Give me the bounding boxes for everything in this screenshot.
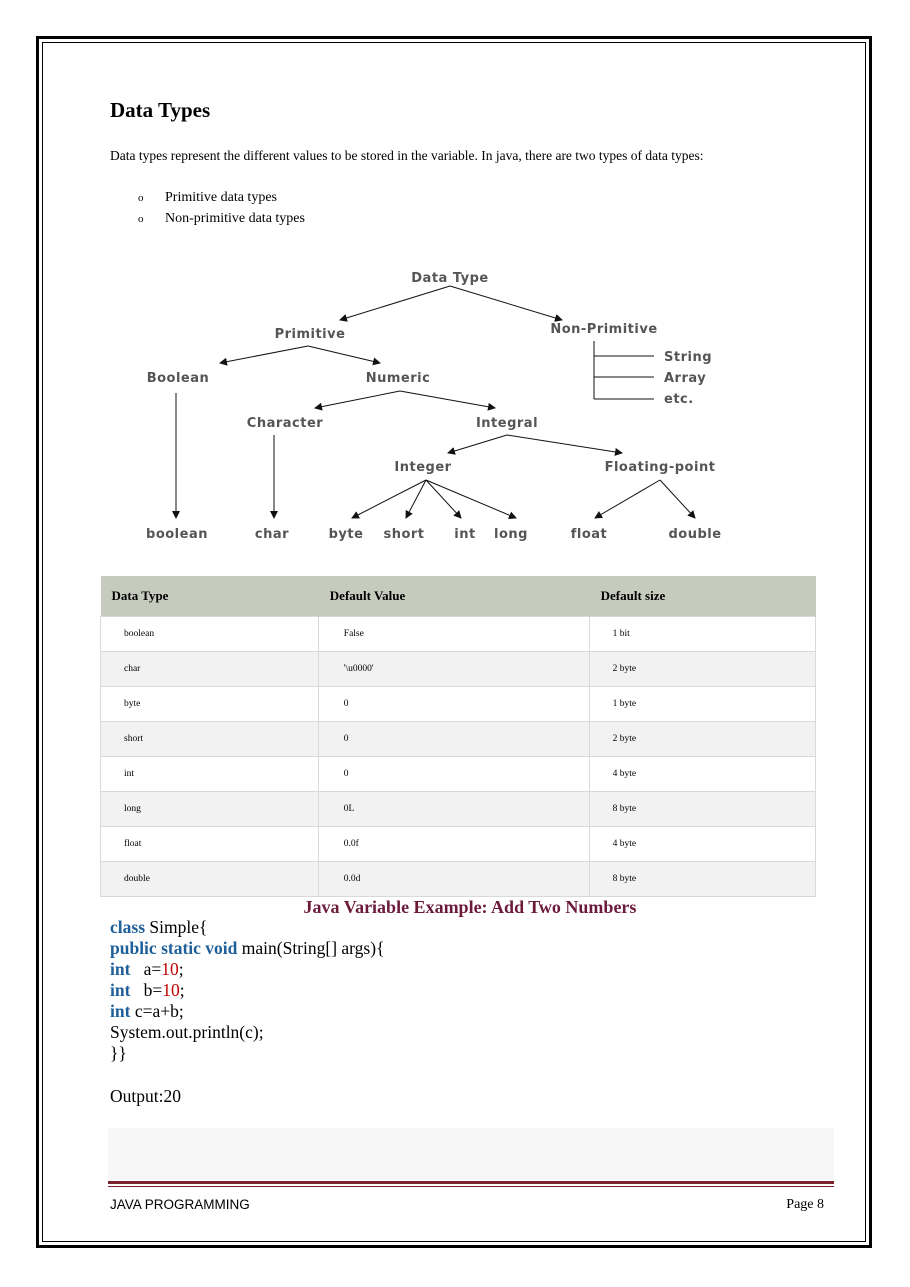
table-row bbox=[101, 862, 816, 897]
code-text: Simple{ bbox=[145, 917, 208, 937]
code-line bbox=[110, 917, 384, 938]
table-cell: 2 byte bbox=[589, 722, 815, 757]
code-keyword: int bbox=[110, 959, 131, 979]
table-cell: short bbox=[101, 722, 319, 757]
data-type-hierarchy-diagram bbox=[130, 258, 770, 548]
page-number: Page 8 bbox=[786, 1197, 824, 1212]
code-line bbox=[110, 1001, 384, 1022]
code-text: c=a+b; bbox=[130, 1001, 184, 1021]
table-cell: 1 bit bbox=[589, 617, 815, 652]
diagram-node-array: Array bbox=[664, 371, 707, 386]
table-cell: float bbox=[101, 827, 319, 862]
code-text: b= bbox=[130, 980, 163, 1000]
diagram-leaf-boolean: boolean bbox=[146, 527, 208, 542]
diagram-node-boolean-group: Boolean bbox=[146, 371, 210, 386]
default-values-table bbox=[100, 576, 816, 897]
diagram-leaf-byte: byte bbox=[328, 527, 364, 542]
diagram-node-root: Data Type bbox=[411, 271, 489, 286]
footer-rule bbox=[108, 1186, 834, 1187]
diagram-node-string: String bbox=[664, 350, 713, 365]
code-text: a= bbox=[130, 959, 162, 979]
table-cell: 0L bbox=[318, 792, 589, 827]
table-cell: boolean bbox=[101, 617, 319, 652]
column-header: Default size bbox=[589, 576, 815, 617]
code-keyword: int bbox=[110, 980, 131, 1000]
diagram-leaf-char: char bbox=[254, 527, 290, 542]
list-item-text: Non-primitive data types bbox=[165, 210, 305, 226]
code-example bbox=[110, 917, 384, 1064]
diagram-node-character: Character bbox=[246, 416, 324, 431]
diagram-node-integral: Integral bbox=[475, 416, 539, 431]
table-cell: 8 byte bbox=[589, 862, 815, 897]
code-keyword: class bbox=[110, 917, 145, 937]
footer-band bbox=[108, 1128, 834, 1180]
table-cell: 4 byte bbox=[589, 757, 815, 792]
table-cell: 0.0d bbox=[318, 862, 589, 897]
table-row bbox=[101, 687, 816, 722]
table-cell: 0 bbox=[318, 687, 589, 722]
diagram-leaf-double: double bbox=[668, 527, 722, 542]
code-line bbox=[110, 938, 384, 959]
table-cell: False bbox=[318, 617, 589, 652]
code-line bbox=[110, 959, 384, 980]
table-cell: byte bbox=[101, 687, 319, 722]
bullet-marker: o bbox=[138, 212, 144, 225]
table-cell: 8 byte bbox=[589, 792, 815, 827]
table-cell: char bbox=[101, 652, 319, 687]
footer-title: JAVA PROGRAMMING bbox=[110, 1197, 250, 1212]
table-row bbox=[101, 827, 816, 862]
table-row bbox=[101, 757, 816, 792]
code-keyword: public static void bbox=[110, 938, 238, 958]
diagram-edges bbox=[176, 286, 695, 518]
table-cell: 2 byte bbox=[589, 652, 815, 687]
diagram-leaf-float: float bbox=[570, 527, 608, 542]
column-header: Default Value bbox=[318, 576, 589, 617]
list-item bbox=[138, 187, 305, 208]
table-cell: double bbox=[101, 862, 319, 897]
table-cell: 0 bbox=[318, 757, 589, 792]
code-text: ; bbox=[178, 959, 184, 979]
column-header: Data Type bbox=[101, 576, 319, 617]
code-number: 10 bbox=[162, 980, 180, 1000]
code-line: }} bbox=[110, 1043, 127, 1063]
list-item-text: Primitive data types bbox=[165, 189, 277, 205]
footer-rule bbox=[108, 1181, 834, 1184]
example-heading: Java Variable Example: Add Two Numbers bbox=[303, 897, 637, 917]
diagram-node-primitive: Primitive bbox=[274, 327, 346, 342]
code-text: ; bbox=[179, 980, 185, 1000]
diagram-node-numeric: Numeric bbox=[365, 371, 431, 386]
code-line bbox=[110, 980, 384, 1001]
diagram-node-non-primitive: Non-Primitive bbox=[550, 322, 658, 337]
list-item bbox=[138, 208, 305, 229]
code-keyword: int bbox=[110, 1001, 131, 1021]
table-cell: long bbox=[101, 792, 319, 827]
diagram-leaf-short: short bbox=[383, 527, 425, 542]
program-output: Output:20 bbox=[110, 1086, 181, 1106]
diagram-node-floating-point: Floating-point bbox=[604, 460, 716, 475]
table-cell: 0 bbox=[318, 722, 589, 757]
diagram-node-etc: etc. bbox=[664, 392, 694, 407]
table-cell: int bbox=[101, 757, 319, 792]
table-cell: 1 byte bbox=[589, 687, 815, 722]
code-line: System.out.println(c); bbox=[110, 1022, 264, 1042]
table-header-row bbox=[101, 576, 816, 617]
intro-paragraph: Data types represent the different values to be stored in the variable. In java, there are two types of data types: bbox=[110, 148, 704, 163]
data-type-categories-list bbox=[138, 187, 305, 229]
table-cell: '\u0000' bbox=[318, 652, 589, 687]
diagram-node-integer: Integer bbox=[394, 460, 452, 475]
table-cell: 0.0f bbox=[318, 827, 589, 862]
table-row bbox=[101, 722, 816, 757]
table-row bbox=[101, 792, 816, 827]
table-cell: 4 byte bbox=[589, 827, 815, 862]
table-row bbox=[101, 617, 816, 652]
bullet-marker: o bbox=[138, 191, 144, 204]
diagram-leaf-int: int bbox=[454, 527, 476, 542]
code-text: main(String[] args){ bbox=[237, 938, 385, 958]
code-number: 10 bbox=[161, 959, 179, 979]
page-title: Data Types bbox=[110, 98, 211, 122]
diagram-leaf-long: long bbox=[494, 527, 528, 542]
table-row bbox=[101, 652, 816, 687]
